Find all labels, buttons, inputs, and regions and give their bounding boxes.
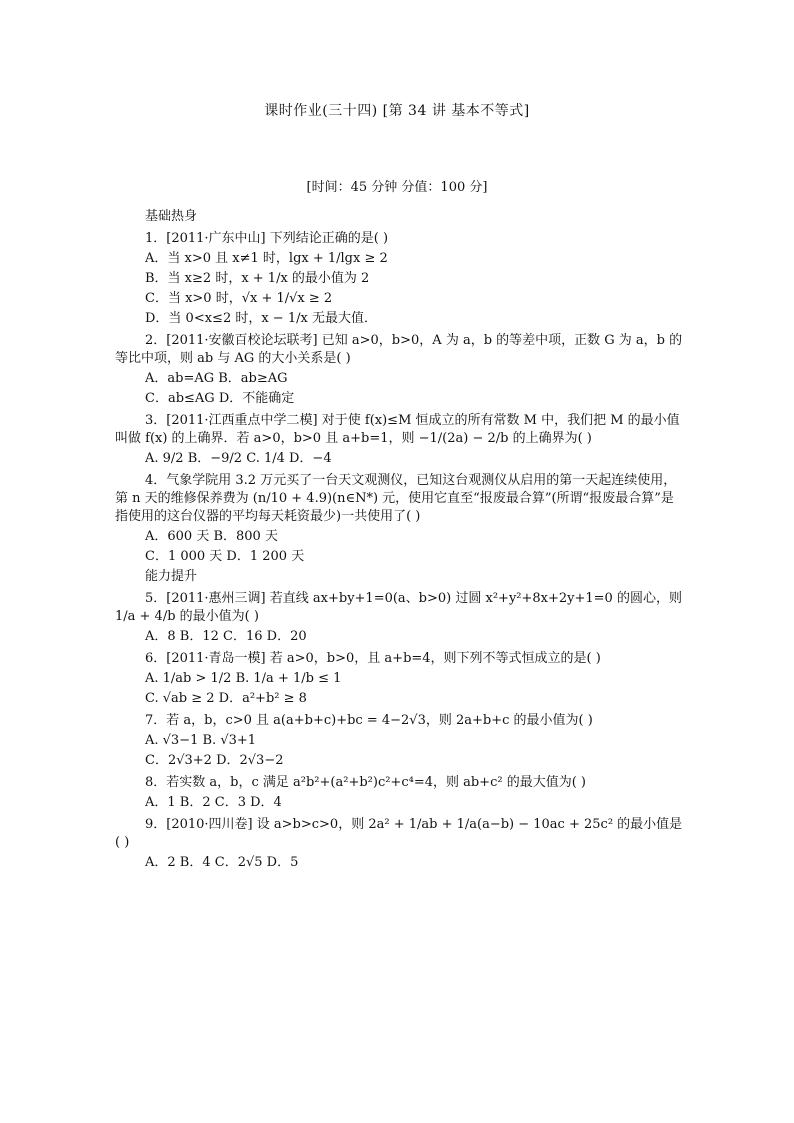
question-1: 1．[2011·广东中山] 下列结论正确的是( ) xyxy=(145,231,389,246)
question-9: 9．[2010·四川卷] 设 a>b>c>0，则 2a² + 1/ab + 1/a(a−b) − 10ac + 25c² 的最小值是( ) xyxy=(115,817,683,850)
question-2: 2．[2011·安徽百校论坛联考] 已知 a>0，b>0，A 为 a，b 的等差中项，正数 G 为 a，b 的等比中项，则 ab 与 AG 的大小关系是( ) xyxy=(115,333,683,366)
question-4-choices-cd: C．1 000 天 D．1 200 天 xyxy=(145,549,305,564)
question-4: 4．气象学院用 3.2 万元买了一台天文观测仪，已知这台观测仪从启用的第一天起连续使用，第 n 天的维修保养费为 (n/10 + 4.9)(n∈N*) 元，使用它直至“报废最合算”(所谓“报废最合算”是指使用的这台仪器的平均每天耗资最少)一共使用了( ) xyxy=(115,473,677,524)
question-list xyxy=(115,206,685,872)
question-6-choices-cd: C. √ab ≥ 2 D．a²+b² ≥ 8 xyxy=(145,691,307,706)
question-4-choices-ab: A．600 天 B．800 天 xyxy=(145,529,278,544)
question-5-choices: A．8 B．12 C．16 D．20 xyxy=(145,629,307,644)
question-9-choices: A．2 B．4 C．2√5 D．5 xyxy=(145,855,299,870)
question-2-choices-cd: C．ab≤AG D．不能确定 xyxy=(145,391,295,406)
question-8: 8．若实数 a，b，c 满足 a²b²+(a²+b²)c²+c⁴=4，则 ab+c² 的最大值为( ) xyxy=(145,775,586,790)
question-1-choice-a: A．当 x>0 且 x≠1 时，lgx + 1/lgx ≥ 2 xyxy=(145,251,388,266)
question-1-choice-d: D．当 0<x≤2 时，x − 1/x 无最大值． xyxy=(145,311,377,326)
question-7-choices-ab: A. √3−1 B. √3+1 xyxy=(145,733,257,748)
question-3-choices: A. 9/2 B．−9/2 C. 1/4 D．−4 xyxy=(145,451,332,466)
question-8-choices: A．1 B．2 C．3 D．4 xyxy=(145,795,282,810)
section-heading-advanced: 能力提升 xyxy=(145,569,198,584)
question-3: 3．[2011·江西重点中学二模] 对于使 f(x)≤M 恒成立的所有常数 M 中，我们把 M 的最小值叫做 f(x) 的上确界．若 a>0，b>0 且 a+b=1，则 −1/(2a) − 2/b 的上确界为( ) xyxy=(115,413,680,446)
question-1-choice-b: B．当 x≥2 时，x + 1/x 的最小值为 2 xyxy=(145,271,370,286)
question-2-choices-ab: A．ab=AG B．ab≥AG xyxy=(145,371,288,386)
question-6: 6．[2011·青岛一模] 若 a>0，b>0，且 a+b=4，则下列不等式恒成立的是( ) xyxy=(145,651,601,666)
question-7: 7．若 a，b，c>0 且 a(a+b+c)+bc = 4−2√3，则 2a+b+c 的最小值为( ) xyxy=(145,713,593,728)
question-5: 5．[2011·惠州三调] 若直线 ax+by+1=0(a、b>0) 过圆 x²+y²+8x+2y+1=0 的圆心，则 1/a + 4/b 的最小值为( ) xyxy=(115,591,682,624)
worksheet-title: 课时作业(三十四) [第 34 讲 基本不等式] xyxy=(264,103,530,119)
question-7-choices-cd: C．2√3+2 D．2√3−2 xyxy=(145,753,284,768)
section-heading-basic: 基础热身 xyxy=(145,209,198,224)
question-6-choices-ab: A. 1/ab > 1/2 B. 1/a + 1/b ≤ 1 xyxy=(145,671,342,686)
question-1-choice-c: C．当 x>0 时，√x + 1/√x ≥ 2 xyxy=(145,291,333,306)
time-and-score: [时间：45 分钟 分值：100 分] xyxy=(306,180,488,195)
